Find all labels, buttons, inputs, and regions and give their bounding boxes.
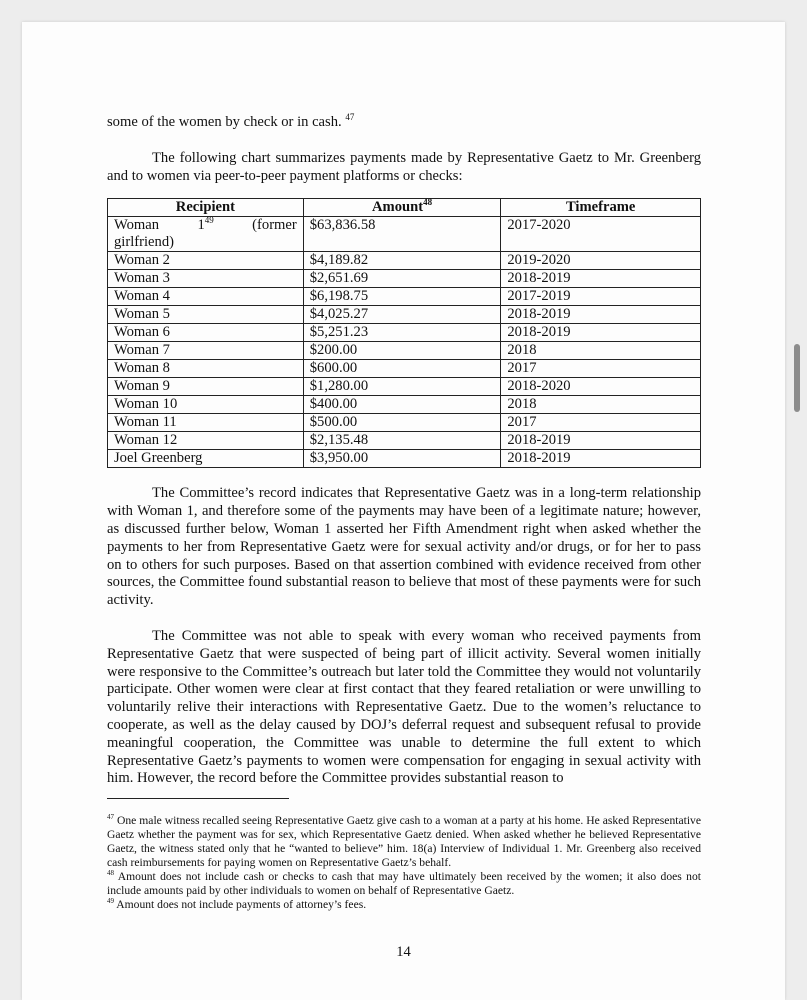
footnote-text: Amount does not include cash or checks to cash that may have ultimately been received by the women; it also does not include amounts paid by other individuals to women on behalf of Representative Gaetz. (107, 870, 701, 897)
page-number: 14 (396, 944, 411, 960)
amount-cell: $2,135.48 (303, 432, 501, 450)
header-timeframe: Timeframe (501, 199, 701, 217)
footnote-48 (107, 870, 701, 898)
amount-cell: $200.00 (303, 342, 501, 360)
recipient-cell: Woman 4 (108, 288, 304, 306)
paragraph-committee-record: The Committee’s record indicates that Representative Gaetz was in a long-term relationship with Woman 1, and therefore some of the payments may have been of a legitimate nature; however, as discussed further below, Woman 1 asserted her Fifth Amendment right when asked whether the payments to her from Representative Gaetz were for sexual activity and/or drugs, or for her to pass on to others for such purposes. Based on that assertion combined with evidence received from other sources, the Committee found substantial reason to believe that most of these payments were for such activity. (107, 485, 701, 609)
timeframe-cell: 2017 (501, 360, 701, 378)
amount-cell: $1,280.00 (303, 378, 501, 396)
footnote-ref-49[interactable]: 49 (204, 215, 214, 226)
table-row (108, 396, 701, 414)
document-page (22, 22, 785, 1000)
footnote-number: 48 (107, 869, 114, 878)
amount-cell: $400.00 (303, 396, 501, 414)
paragraph-committee-outreach: The Committee was not able to speak with every woman who received payments from Representative Gaetz that were suspected of being part of illicit activity. Several women initially were responsive to the Committee’s outreach but later told the Committee they would not voluntarily participate. Other women were clear at first contact that they feared retaliation or were unwilling to voluntarily relive their interactions with Representative Gaetz. Due to the women’s reluctance to cooperate, as well as the delay caused by DOJ’s deferral request and subsequent refusal to provide meaningful cooperation, the Committee was unable to determine the full extent to which Representative Gaetz’s payments to women were compensation for engaging in sexual activity with him. However, the record before the Committee provides substantial reason to (107, 627, 701, 787)
recipient-cell: Woman 6 (108, 324, 304, 342)
footnote-49 (107, 898, 701, 912)
table-row (108, 252, 701, 270)
table-row (108, 378, 701, 396)
amount-cell: $4,025.27 (303, 306, 501, 324)
recipient-cell: Woman 5 (108, 306, 304, 324)
footnote-text: Amount does not include payments of attorney’s fees. (116, 898, 367, 911)
recipient-cell: Woman 12 (108, 432, 304, 450)
header-recipient: Recipient (108, 199, 304, 217)
payments-table (107, 198, 701, 468)
footnote-number: 49 (107, 897, 114, 906)
scrollbar-thumb[interactable] (794, 344, 800, 412)
table-row (108, 342, 701, 360)
recipient-cell: Woman $1^{49}$ (former girlfriend) (108, 217, 304, 252)
footnote-number: 47 (107, 813, 114, 822)
footnote-ref-47[interactable]: 47 (345, 112, 355, 123)
timeframe-cell: 2018-2019 (501, 450, 701, 468)
amount-cell: $2,651.69 (303, 270, 501, 288)
recipient-cell: Woman 7 (108, 342, 304, 360)
recipient-cell: Woman 10 (108, 396, 304, 414)
table-row (108, 324, 701, 342)
timeframe-cell: 2018-2019 (501, 432, 701, 450)
amount-cell: $63,836.58 (303, 217, 501, 252)
amount-cell: $4,189.82 (303, 252, 501, 270)
timeframe-cell: 2018-2019 (501, 306, 701, 324)
recipient-cell: Woman 9 (108, 378, 304, 396)
intro-paragraph: The following chart summarizes payments made by Representative Gaetz to Mr. Greenberg and to women via peer-to-peer payment platforms or checks: (107, 149, 701, 184)
timeframe-cell: 2018 (501, 342, 701, 360)
recipient-cell: Woman 8 (108, 360, 304, 378)
opening-line: some of the women by check or in cash. $^{47}$ (107, 112, 355, 130)
footnote-text: One male witness recalled seeing Representative Gaetz give cash to a woman at a party at his home. He asked Representative Gaetz whether the payment was for sex, which Representative Gaetz denied. When asked whether he believed Representative Gaetz, the witness stated only that he “wanted to believe” him. 18(a) Interview of Individual 1. Mr. Greenberg also received cash reimbursements for paying women on Representative Gaetz’s behalf. (107, 814, 701, 869)
table-row (108, 288, 701, 306)
recipient-cell: Woman 3 (108, 270, 304, 288)
table-row (108, 414, 701, 432)
table-row (108, 217, 701, 252)
footnotes (107, 814, 701, 912)
timeframe-cell: 2018-2019 (501, 324, 701, 342)
timeframe-cell: 2017 (501, 414, 701, 432)
header-amount: Amount$^{48}$ (303, 199, 501, 217)
amount-cell: $500.00 (303, 414, 501, 432)
page-body (107, 114, 701, 788)
timeframe-cell: 2019-2020 (501, 252, 701, 270)
table-row (108, 450, 701, 468)
timeframe-cell: 2017-2020 (501, 217, 701, 252)
footnote-ref-48[interactable]: 48 (423, 197, 433, 208)
timeframe-cell: 2017-2019 (501, 288, 701, 306)
table-row (108, 306, 701, 324)
table-row (108, 270, 701, 288)
amount-cell: $6,198.75 (303, 288, 501, 306)
timeframe-cell: 2018-2020 (501, 378, 701, 396)
table-row (108, 432, 701, 450)
amount-cell: $5,251.23 (303, 324, 501, 342)
timeframe-cell: 2018 (501, 396, 701, 414)
recipient-cell: Joel Greenberg (108, 450, 304, 468)
table-row (108, 360, 701, 378)
amount-cell: $600.00 (303, 360, 501, 378)
footnote-divider (107, 798, 289, 799)
recipient-cell: Woman 2 (108, 252, 304, 270)
table-header-row (108, 199, 701, 217)
recipient-cell: Woman 11 (108, 414, 304, 432)
timeframe-cell: 2018-2019 (501, 270, 701, 288)
amount-cell: $3,950.00 (303, 450, 501, 468)
footnote-47 (107, 814, 701, 870)
